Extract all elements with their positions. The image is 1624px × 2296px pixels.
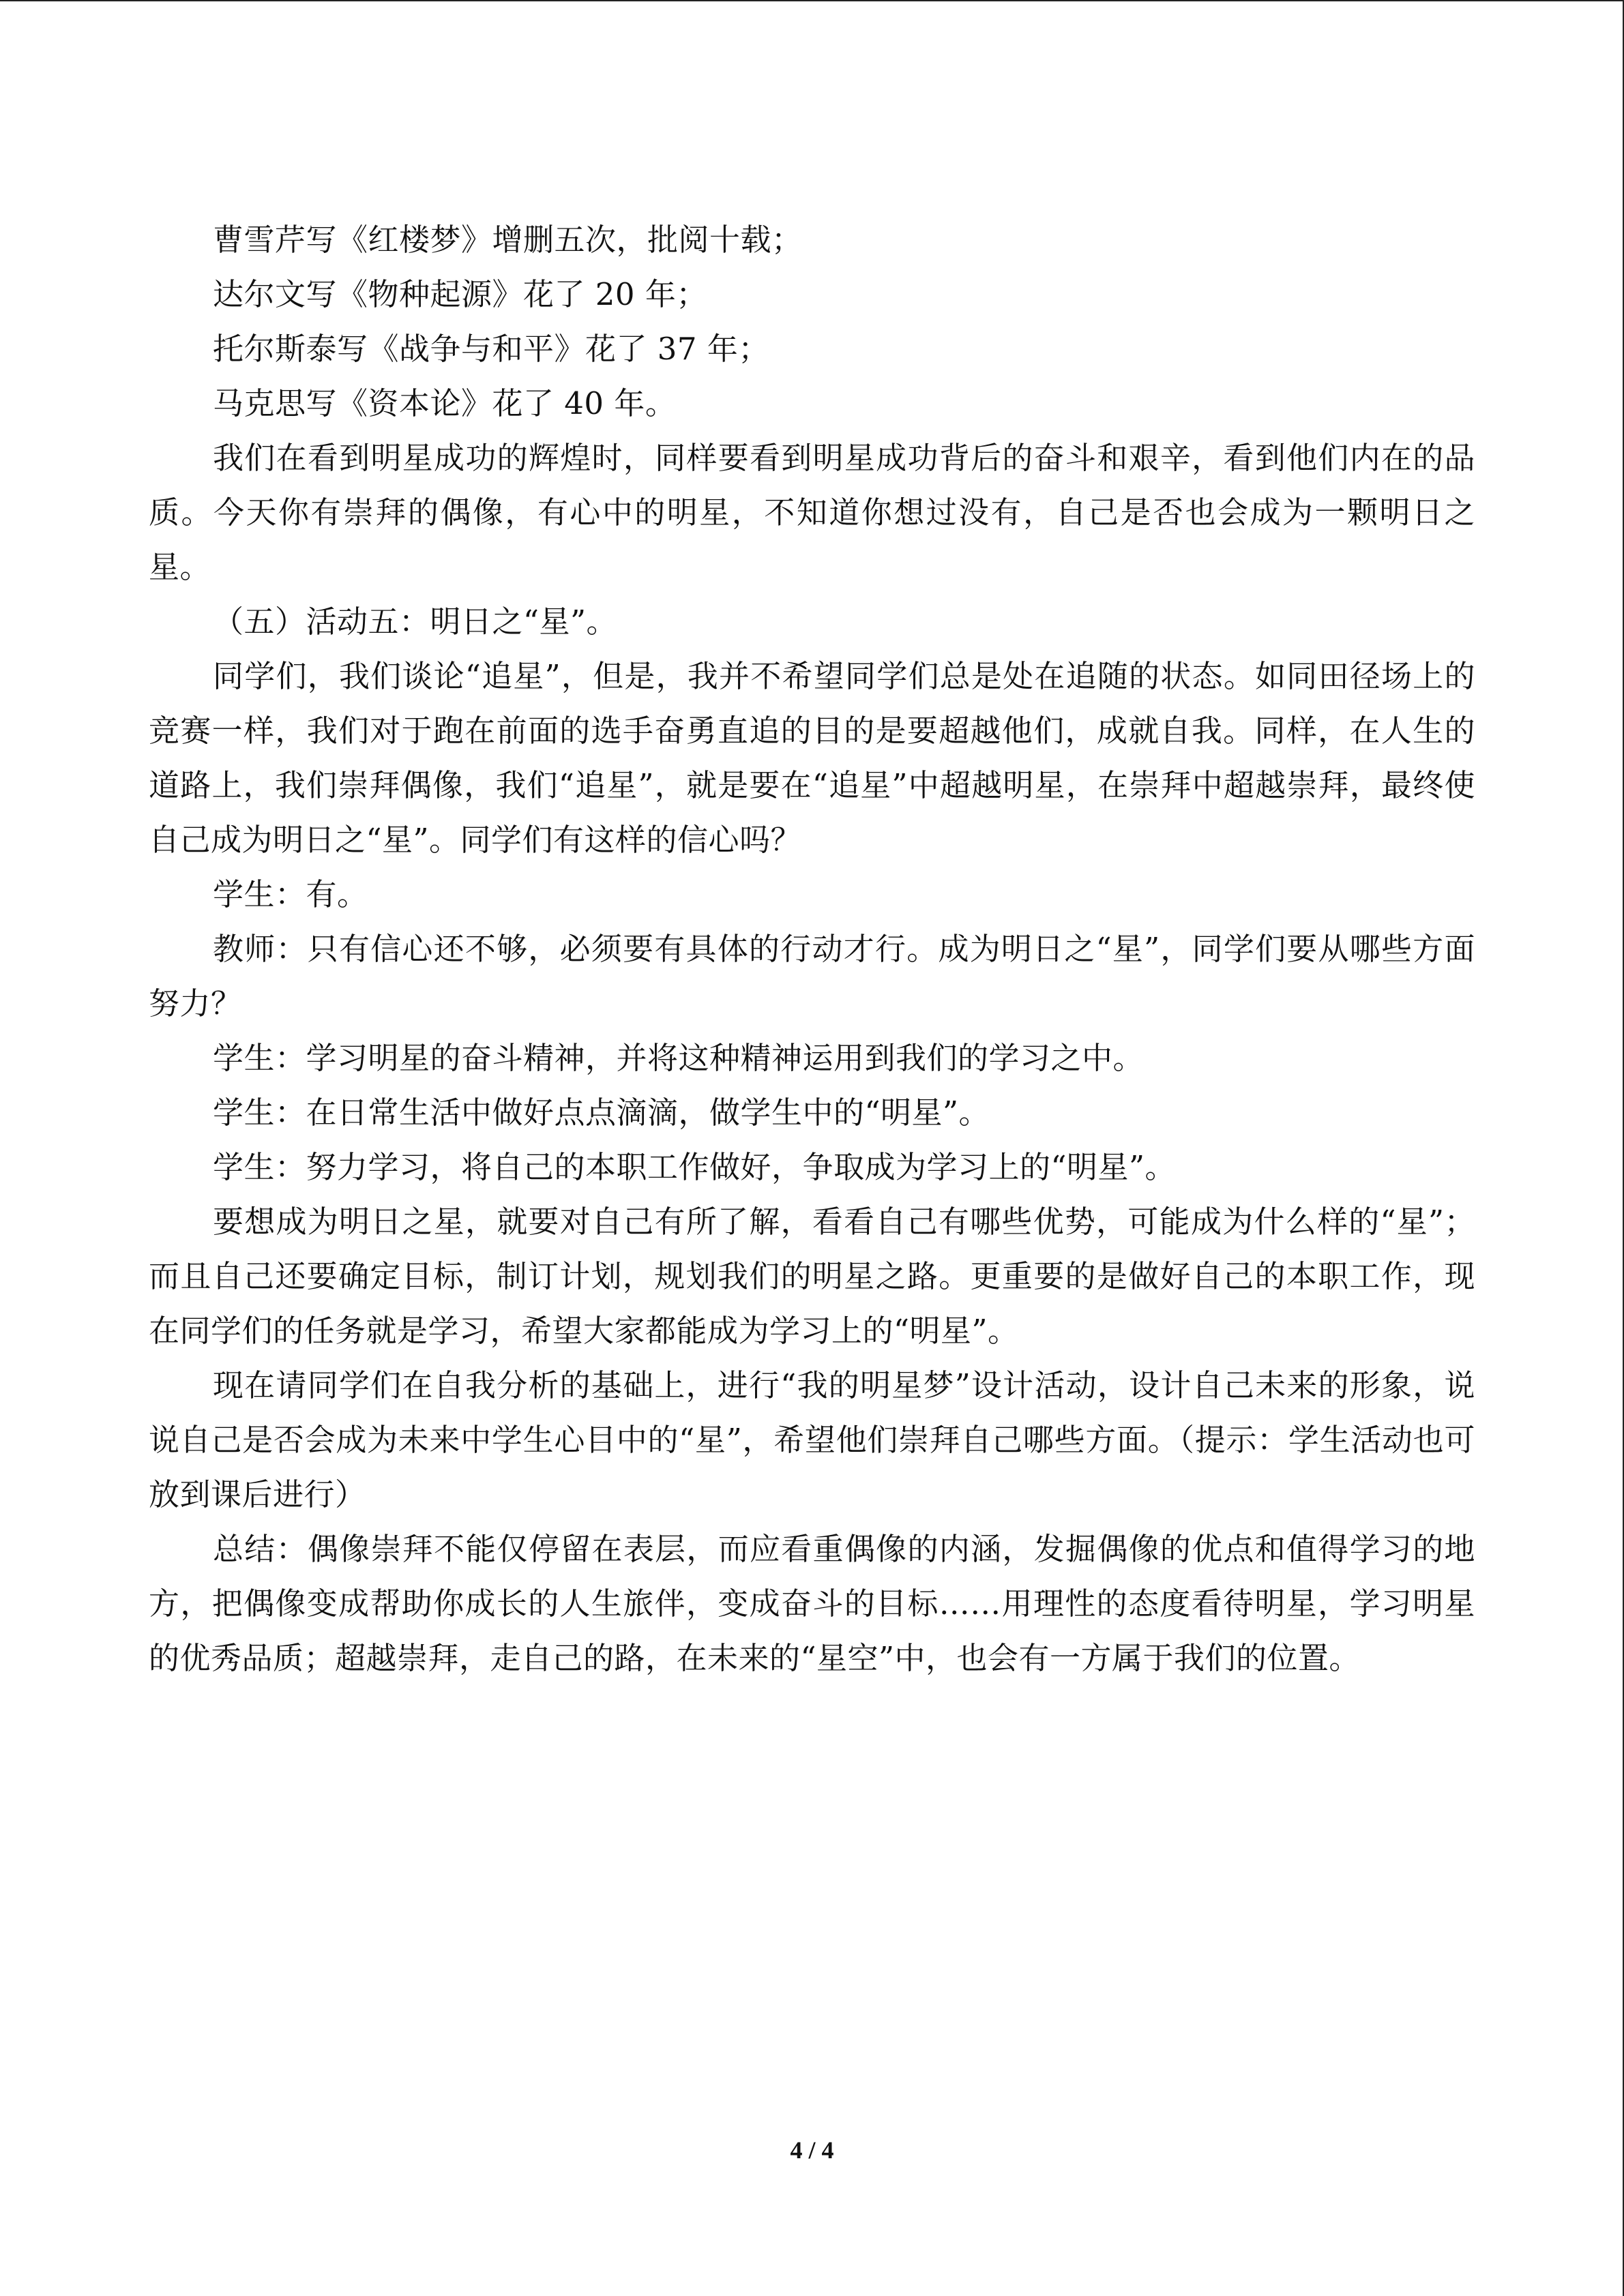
paragraph-darwin: 达尔文写《物种起源》花了 20 年；: [213, 276, 707, 312]
section-heading-activity-five: （五）活动五：明日之“星”。: [213, 603, 618, 640]
paragraph-chasing-stars: 同学们，我们谈论“追星”，但是，我并不希望同学们总是处在追随的状态。如同田径场上的竞赛一样，我们对于跑在前面的选手奋勇直追的目的是要超越他们，成就自我。同样，在人生的道路上，我们崇拜偶像，我们“追星”，就是要在“追星”中超越明星，在崇拜中超越崇拜，最终使自己成为明日之“星”。同学们有这样的信心吗？: [149, 658, 1475, 858]
paragraph-marx: 马克思写《资本论》花了 40 年。: [213, 385, 677, 421]
page-number: 4 / 4: [790, 2136, 834, 2164]
paragraph-summary: 总结：偶像崇拜不能仅停留在表层，而应看重偶像的内涵，发掘偶像的优点和值得学习的地方，把偶像变成帮助你成长的人生旅伴，变成奋斗的目标……用理性的态度看待明星，学习明星的优秀品质；超越崇拜，走自己的路，在未来的“星空”中，也会有一方属于我们的位置。: [149, 1531, 1475, 1676]
paragraph-tolstoy: 托尔斯泰写《战争与和平》花了 37 年；: [213, 331, 769, 367]
paragraph-future-star: 要想成为明日之星，就要对自己有所了解，看看自己有哪些优势，可能成为什么样的“星”；而且自己还要确定目标，制订计划，规划我们的明星之路。更重要的是做好自己的本职工作，现在同学们的任务就是学习，希望大家都能成为学习上的“明星”。: [149, 1204, 1475, 1349]
paragraph-student-answer-3: 学生：努力学习，将自己的本职工作做好，争取成为学习上的“明星”。: [213, 1149, 1177, 1185]
paragraph-student-answer-1: 学生：学习明星的奋斗精神，并将这种精神运用到我们的学习之中。: [213, 1040, 1145, 1076]
paragraph-star-dream-activity: 现在请同学们在自我分析的基础上，进行“我的明星梦”设计活动，设计自己未来的形象，说说自己是否会成为未来中学生心目中的“星”，希望他们崇拜自己哪些方面。（提示：学生活动也可放到课后进行）: [149, 1367, 1475, 1512]
paragraph-cao-xueqin: 曹雪芹写《红楼梦》增删五次，批阅十载；: [213, 222, 803, 258]
document-body: [149, 213, 1475, 1686]
paragraph-teacher-question: 教师：只有信心还不够，必须要有具体的行动才行。成为明日之“星”，同学们要从哪些方面努力？: [149, 931, 1475, 1022]
paragraph-student-answer-2: 学生：在日常生活中做好点点滴滴，做学生中的“明星”。: [213, 1094, 990, 1131]
paragraph-star-success: 我们在看到明星成功的辉煌时，同样要看到明星成功背后的奋斗和艰辛，看到他们内在的品质。今天你有崇拜的偶像，有心中的明星，不知道你想过没有，自己是否也会成为一颗明日之星。: [149, 440, 1475, 585]
paragraph-student-answer-yes: 学生：有。: [213, 876, 368, 912]
